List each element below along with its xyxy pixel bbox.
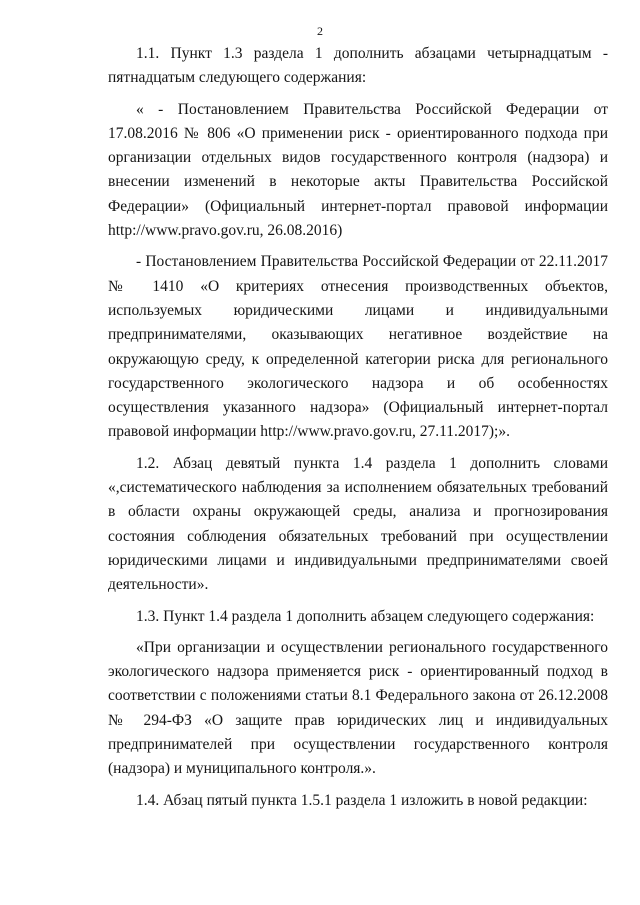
paragraph-1-1: 1.1. Пункт 1.3 раздела 1 дополнить абзацами четырнадцатым - пятнадцатым следующего содержания: xyxy=(108,45,608,87)
page-number: 2 xyxy=(317,24,323,38)
paragraph-1-3: 1.3. Пункт 1.4 раздела 1 дополнить абзацем следующего содержания: xyxy=(136,607,595,625)
paragraph-decree-1410: - Постановлением Правительства Российской Федерации от 22.11.2017 № 1410 «О критериях отнесения производственных объектов, используемых юридическими лицами и индивидуальными предпринимателями, оказывающих негативное воздействие на окружающую среду, к определенной категории риска для регионального государственного экологического надзора и об особенностях осуществления указанного надзора» (Официальный интернет-портал правовой информации http://www.pravo.gov.ru, 27.11.2017);». xyxy=(108,253,608,441)
paragraph-risk-approach: «При организации и осуществлении регионального государственного экологического надзора применяется риск - ориентированный подход в соответствии с положениями статьи 8.1 Федерального закона от 26.12.2008 № 294-ФЗ «О защите прав юридических лиц и индивидуальных предпринимателей при осуществлении государственного контроля (надзора) и муниципального контроля.». xyxy=(108,638,608,778)
paragraph-decree-806: « - Постановлением Правительства Российской Федерации от 17.08.2016 № 806 «О применении риск - ориентированного подхода при организации отдельных видов государственного контроля (надзора) и внесении изменений в некоторые акты Правительства Российской Федерации» (Официальный интернет-портал правовой информации http://www.pravo.gov.ru, 26.08.2016) xyxy=(108,100,608,240)
paragraph-1-2: 1.2. Абзац девятый пункта 1.4 раздела 1 дополнить словами «,систематического наблюдения за исполнением обязательных требований в области охраны окружающей среды, анализа и прогнозирования состояния соблюдения обязательных требований при осуществлении юридическими лицами и индивидуальными предпринимателями своей деятельности». xyxy=(108,454,608,594)
document-body xyxy=(108,42,608,813)
paragraph-1-4: 1.4. Абзац пятый пункта 1.5.1 раздела 1 изложить в новой редакции: xyxy=(136,791,588,809)
